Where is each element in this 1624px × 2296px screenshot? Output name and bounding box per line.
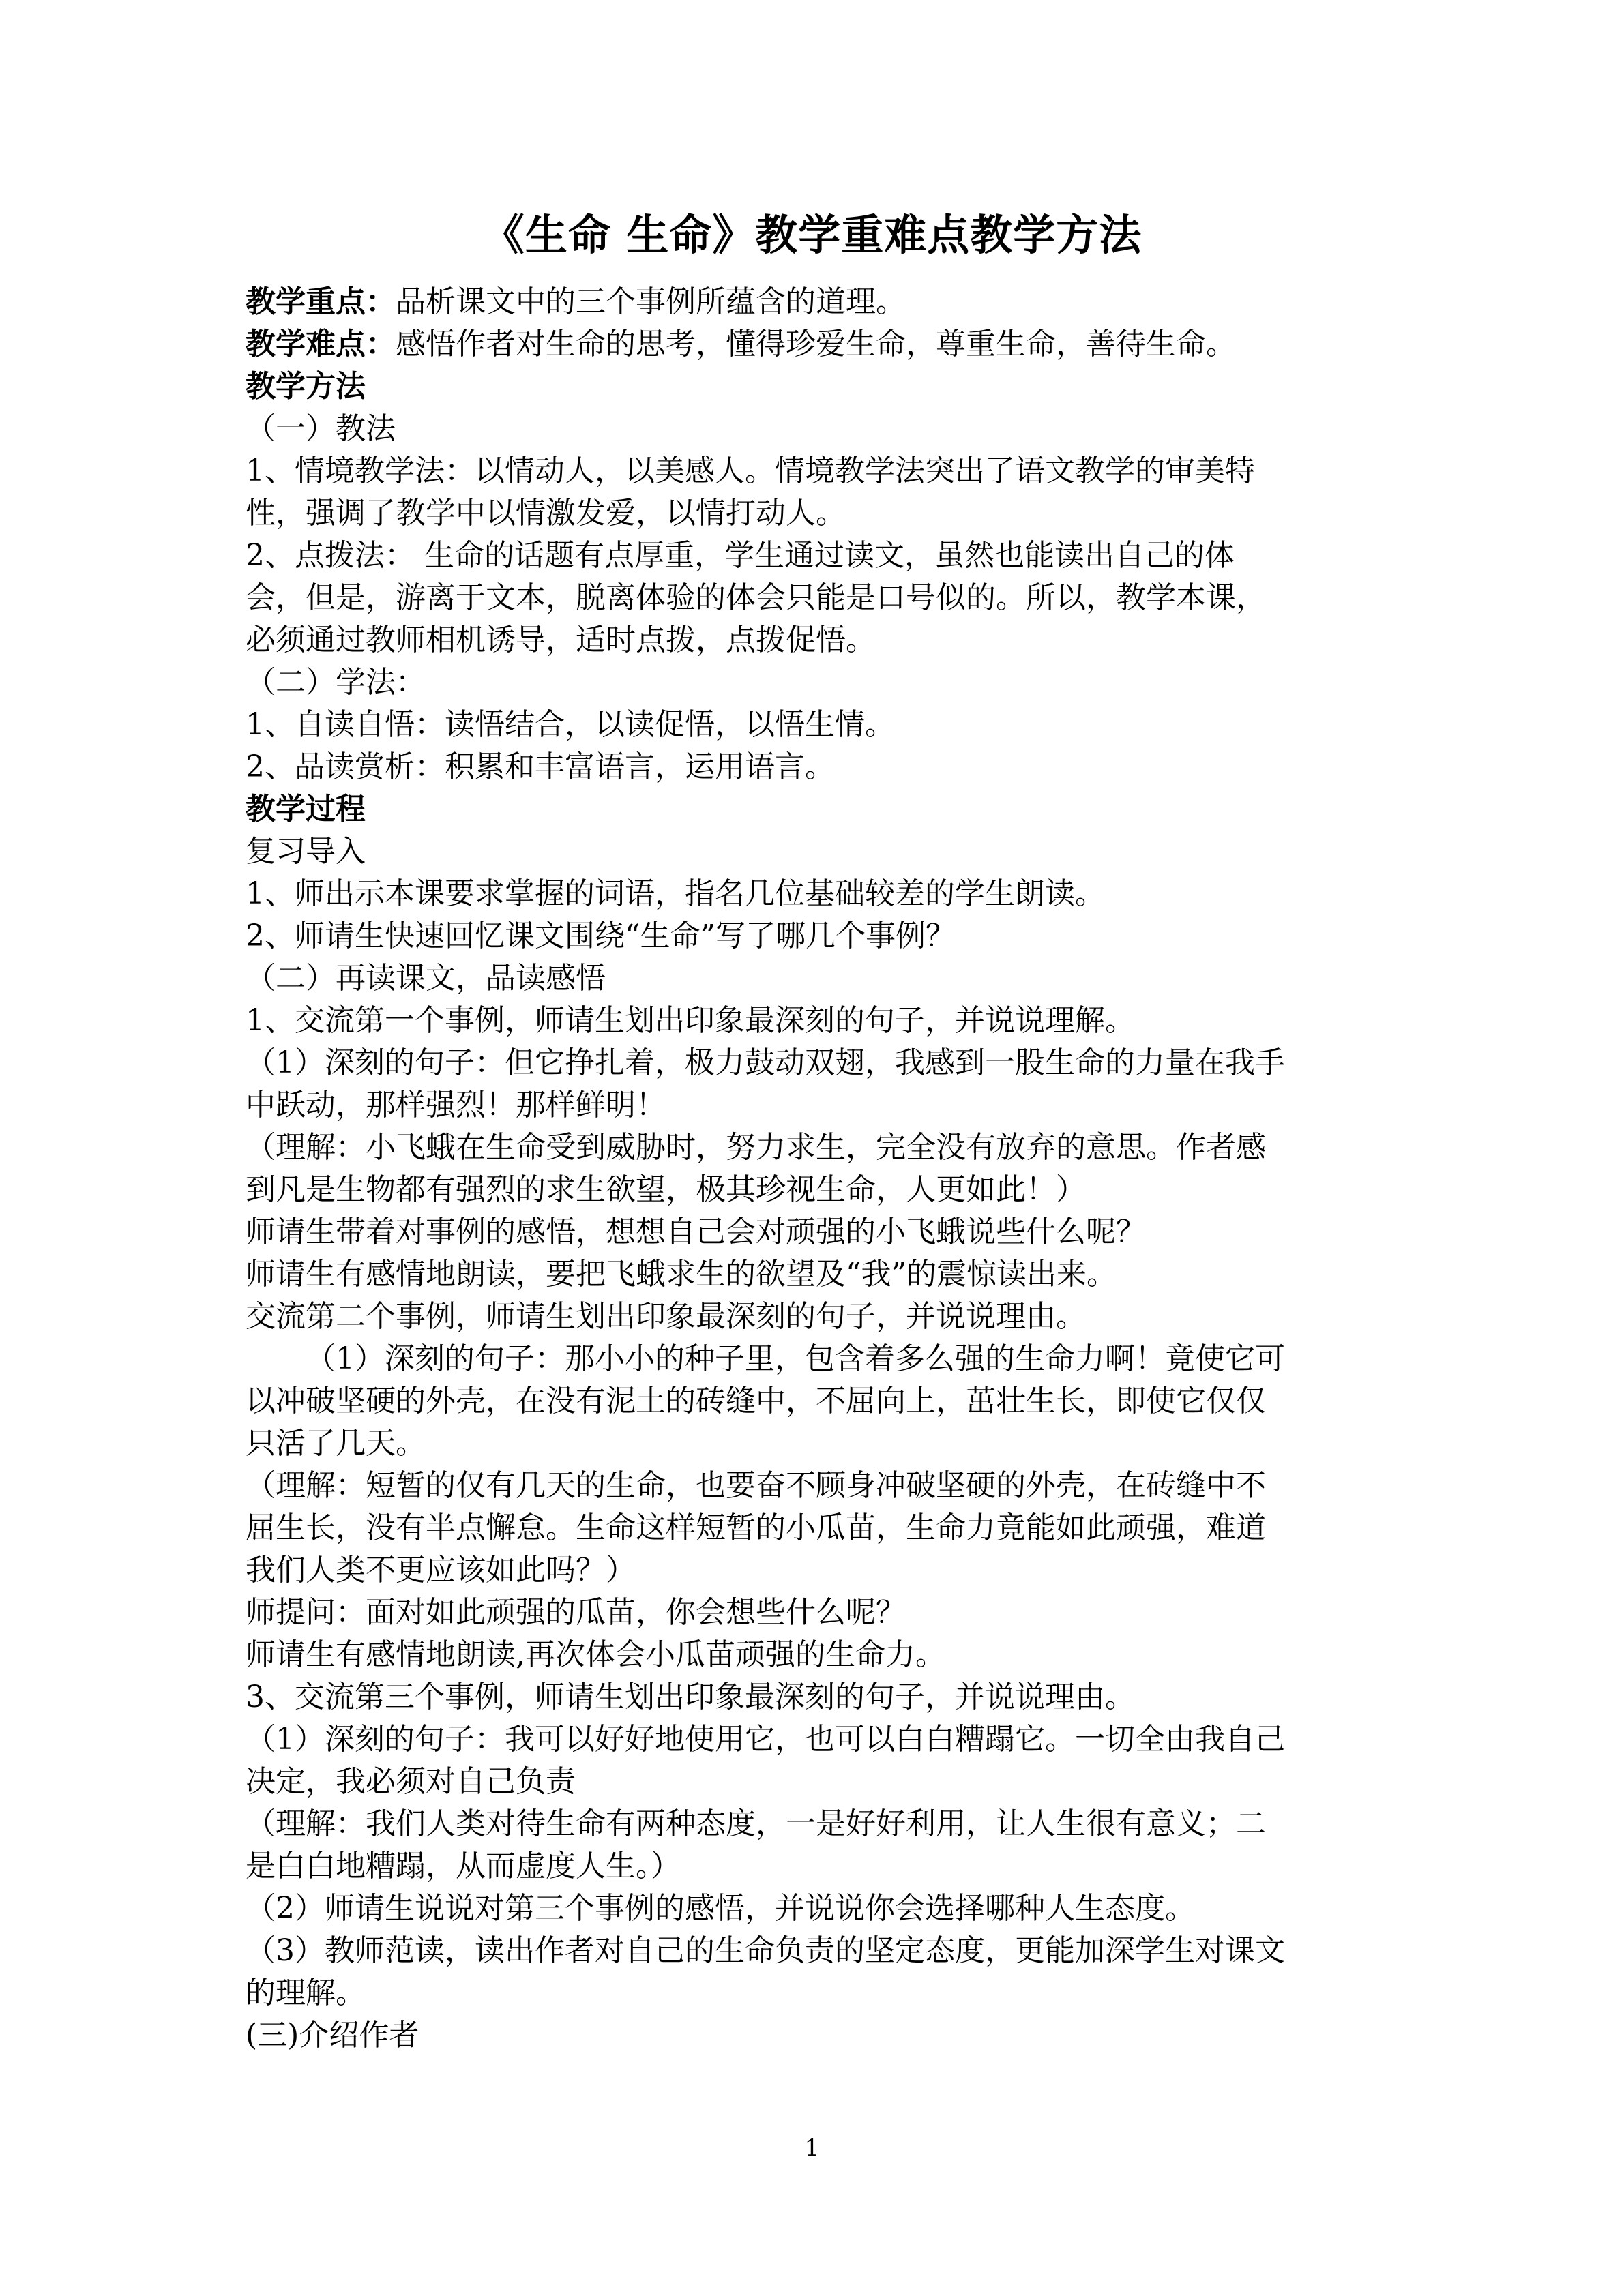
- paragraph-line: 性，强调了教学中以情激发爱，以情打动人。: [246, 496, 846, 531]
- paragraph-line: （1）深刻的句子：但它挣扎着，极力鼓动双翅，我感到一股生命的力量在我手: [246, 1045, 1285, 1080]
- paragraph-line: 是白白地糟蹋，从而虚度人生。）: [246, 1849, 681, 1883]
- paragraph-line: 师请生带着对事例的感悟，想想自己会对顽强的小飞蛾说些什么呢？: [246, 1214, 1146, 1249]
- paragraph-line: 2、师请生快速回忆课文围绕“生命”写了哪几个事例？: [246, 919, 956, 953]
- paragraph-line: （3）教师范读，读出作者对自己的生命负责的坚定态度，更能加深学生对课文: [246, 1933, 1285, 1968]
- paragraph-line: （理解：短暂的仅有几天的生命，也要奋不顾身冲破坚硬的外壳，在砖缝中不: [246, 1468, 1266, 1503]
- paragraph-line: 到凡是生物都有强烈的求生欲望，极其珍视生命，人更如此！）: [246, 1172, 1086, 1207]
- paragraph-line: 我们人类不更应该如此吗？）: [246, 1553, 636, 1587]
- paragraph-line: （理解：我们人类对待生命有两种态度，一是好好利用，让人生很有意义；二: [246, 1806, 1266, 1841]
- difficult-points-text: 感悟作者对生命的思考，懂得珍爱生命，尊重生命，善待生命。: [396, 327, 1236, 361]
- paragraph-line-indented: （1）深刻的句子：那小小的种子里，包含着多么强的生命力啊！竟使它可: [306, 1341, 1285, 1376]
- paragraph-line: （1）深刻的句子：我可以好好地使用它，也可以白白糟蹋它。一切全由我自己: [246, 1722, 1285, 1757]
- paragraph-line: 必须通过教师相机诱导，适时点拨，点拨促悟。: [246, 623, 876, 657]
- paragraph-line: 1、师出示本课要求掌握的词语，指名几位基础较差的学生朗读。: [246, 876, 1105, 911]
- paragraph-line: 屈生长，没有半点懈怠。生命这样短暂的小瓜苗，生命力竟能如此顽强，难道: [246, 1510, 1266, 1545]
- paragraph-line: （2）师请生说说对第三个事例的感悟，并说说你会选择哪种人生态度。: [246, 1891, 1195, 1926]
- key-points-label: 教学重点：: [246, 284, 396, 319]
- process-heading: 教学过程: [246, 792, 366, 826]
- paragraph-line: 中跃动，那样强烈！那样鲜明！: [246, 1088, 666, 1122]
- paragraph-line: （二）再读课文，品读感悟: [246, 961, 606, 996]
- paragraph-line: 1、情境教学法：以情动人，以美感人。情境教学法突出了语文教学的审美特: [246, 453, 1255, 488]
- paragraph-line: 的理解。: [246, 1976, 366, 2010]
- paragraph-line: 以冲破坚硬的外壳，在没有泥土的砖缝中，不屈向上，茁壮生长，即使它仅仅: [246, 1384, 1266, 1418]
- paragraph-line: 2、品读赏析：积累和丰富语言，运用语言。: [246, 749, 835, 784]
- paragraph-line: 决定，我必须对自己负责: [246, 1764, 576, 1799]
- paragraph-line: 师请生有感情地朗读,再次体会小瓜苗顽强的生命力。: [246, 1637, 945, 1672]
- document-body: [246, 281, 1385, 2057]
- difficult-points-label: 教学难点：: [246, 327, 396, 361]
- difficult-points-line: [246, 323, 1385, 366]
- learning-methods-heading: （二）学法：: [246, 665, 426, 700]
- paragraph-line: 1、交流第一个事例，师请生划出印象最深刻的句子，并说说理解。: [246, 1003, 1135, 1038]
- key-points-text: 品析课文中的三个事例所蕴含的道理。: [396, 284, 906, 319]
- paragraph-line: （理解：小飞蛾在生命受到威胁时，努力求生，完全没有放弃的意思。作者感: [246, 1130, 1266, 1165]
- paragraph-line: 复习导入: [246, 834, 366, 869]
- paragraph-line: 1、自读自悟：读悟结合，以读促悟，以悟生情。: [246, 707, 895, 742]
- page-title: 《生命 生命》教学重难点教学方法: [482, 210, 1142, 260]
- paragraph-line: 3、交流第三个事例，师请生划出印象最深刻的句子，并说说理由。: [246, 1680, 1135, 1714]
- paragraph-line: 会，但是，游离于文本，脱离体验的体会只能是口号似的。所以，教学本课，: [246, 580, 1266, 615]
- teaching-methods-heading: （一）教法: [246, 411, 396, 446]
- paragraph-line: 师请生有感情地朗读，要把飞蛾求生的欲望及“我”的震惊读出来。: [246, 1257, 1117, 1292]
- paragraph-line: 交流第二个事例，师请生划出印象最深刻的句子，并说说理由。: [246, 1299, 1086, 1334]
- methods-heading: 教学方法: [246, 369, 366, 404]
- key-points-line: [246, 281, 1385, 323]
- page-number: 1: [804, 2134, 820, 2162]
- paragraph-line: (三)介绍作者: [246, 2018, 419, 2053]
- paragraph-line: 2、点拨法： 生命的话题有点厚重，学生通过读文，虽然也能读出自己的体: [246, 538, 1235, 573]
- paragraph-line: 师提问：面对如此顽强的瓜苗，你会想些什么呢？: [246, 1595, 906, 1630]
- paragraph-line: 只活了几天。: [246, 1426, 426, 1461]
